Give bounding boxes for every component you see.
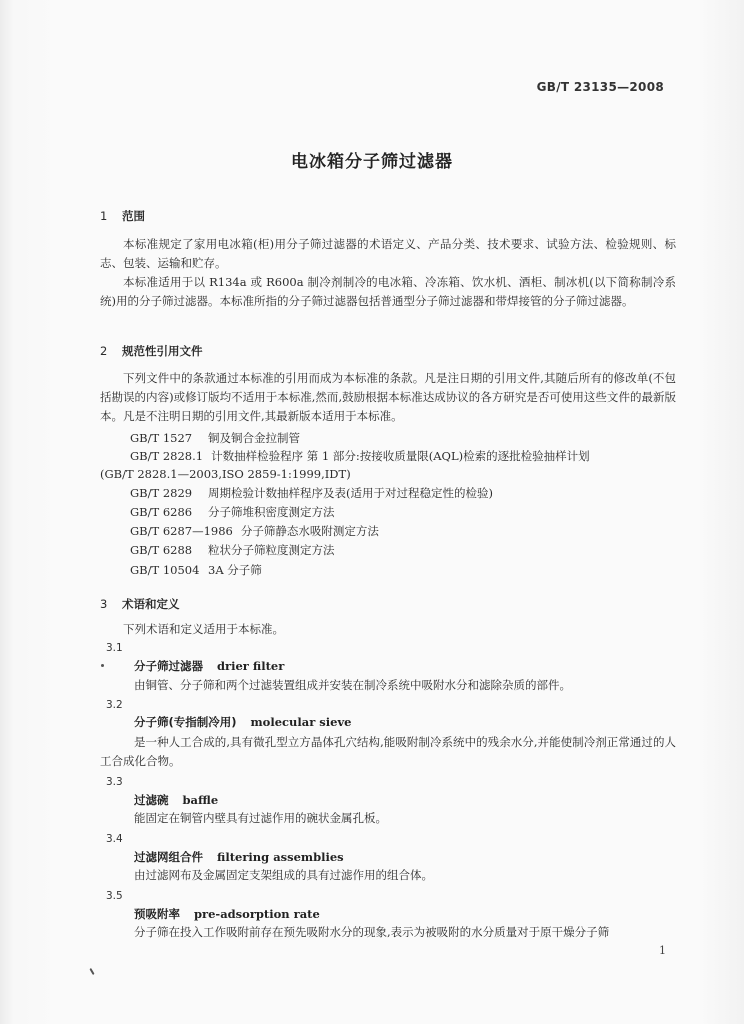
section-number: 2 [100,344,108,358]
term-definition: 由过滤网布及金属固定支架组成的具有过滤作用的组合体。 [134,868,433,882]
section-title: 规范性引用文件 [122,344,203,358]
term-definition: 能固定在铜管内壁具有过滤作用的碗状金属孔板。 [134,811,387,825]
reference-code: GB/T 1527 [130,431,193,445]
scan-speck [101,664,104,667]
term-definition: 是一种人工合成的,具有微孔型立方晶体孔穴结构,能吸附制冷系统中的残余水分,并能使制冷剂正常通过的人工合成化合物。 [100,735,676,768]
section-heading-terms [100,596,180,612]
term-english: pre-adsorption rate [194,907,320,921]
scan-speck [89,968,94,975]
reference-title: 周期检验计数抽样程序及表(适用于对过程稳定性的检验) [208,486,493,500]
reference-item [130,503,676,522]
reference-item [130,429,676,448]
term-heading [134,658,284,674]
standard-code: GB/T 23135—2008 [536,80,664,94]
section-title: 范围 [122,209,145,223]
reference-title: 铜及铜合金拉制管 [208,431,300,445]
term-chinese: 预吸附率 [134,907,180,921]
term-english: baffle [182,793,219,807]
section-heading-scope [100,208,145,224]
reference-title: 分子筛静态水吸附测定方法 [240,524,379,538]
reference-item [130,447,676,466]
term-chinese: 过滤碗 [134,793,169,807]
term-number: 3.1 [106,642,123,654]
section-title: 术语和定义 [122,597,180,611]
reference-title: 分子筛堆积密度测定方法 [208,505,335,519]
section-heading-references [100,343,203,359]
term-heading [134,906,320,922]
reference-code: GB/T 6286 [130,505,193,519]
reference-title: (GB/T 2828.1—2003,ISO 2859-1:1999,IDT) [100,467,351,481]
references-intro: 下列文件中的条款通过本标准的引用而成为本标准的条款。凡是注日期的引用文件,其随后所有的修改单(不包括勘误的内容)或修订版均不适用于本标准,然而,鼓励根据本标准达成协议的各方研究是否可使用这些文件的最新版本。凡是不注明日期的引用文件,其最新版本适用于本标准。 [100,371,676,423]
reference-code: GB/T 10504 [130,563,200,577]
reference-code: GB/T 2829 [130,486,193,500]
reference-item [130,484,676,503]
term-english: molecular sieve [250,715,352,729]
reference-item [130,522,676,541]
reference-title: 粒状分子筛粒度测定方法 [208,543,335,557]
term-number: 3.3 [106,776,123,788]
term-number: 3.2 [106,699,123,711]
reference-code: GB/T 2828.1 [130,449,204,463]
section-number: 3 [100,597,108,611]
term-number: 3.4 [106,833,123,845]
term-definition: 分子筛在投入工作吸附前存在预先吸附水分的现象,表示为被吸附的水分质量对于原干燥分子筛 [134,925,610,939]
page-number: 1 [659,944,666,957]
reference-title: 3A 分子筛 [208,563,262,577]
term-heading [134,792,218,808]
term-chinese: 分子筛(专指制冷用) [134,715,237,729]
document-title: 电冰箱分子筛过滤器 [291,152,453,172]
term-english: drier filter [217,659,285,673]
term-heading [134,714,351,730]
reference-item [130,561,676,580]
term-definition: 由铜管、分子筛和两个过滤装置组成并安装在制冷系统中吸附水分和滤除杂质的部件。 [134,678,571,692]
reference-code: GB/T 6288 [130,543,193,557]
reference-code: GB/T 6287—1986 [130,524,233,538]
scope-paragraph-2: 本标准适用于以 R134a 或 R600a 制冷剂制冷的电冰箱、冷冻箱、饮水机、酒柜、制冰机(以下简称制冷系统)用的分子筛过滤器。本标准所指的分子筛过滤器包括普通型分子筛过滤器和带焊接管的分子筛过滤器。 [100,275,676,308]
scope-paragraph-1: 本标准规定了家用电冰箱(柜)用分子筛过滤器的术语定义、产品分类、技术要求、试验方法、检验规则、标志、包装、运输和贮存。 [100,237,676,270]
term-chinese: 分子筛过滤器 [134,659,203,673]
term-english: filtering assemblies [217,850,344,864]
reference-item-continuation [100,465,676,484]
reference-item [130,541,676,560]
terms-intro: 下列术语和定义适用于本标准。 [123,622,284,636]
term-number: 3.5 [106,890,123,902]
term-heading [134,849,344,865]
reference-title: 计数抽样检验程序 第 1 部分:按接收质量限(AQL)检索的逐批检验抽样计划 [211,449,590,463]
section-number: 1 [100,209,108,223]
term-chinese: 过滤网组合件 [134,850,203,864]
